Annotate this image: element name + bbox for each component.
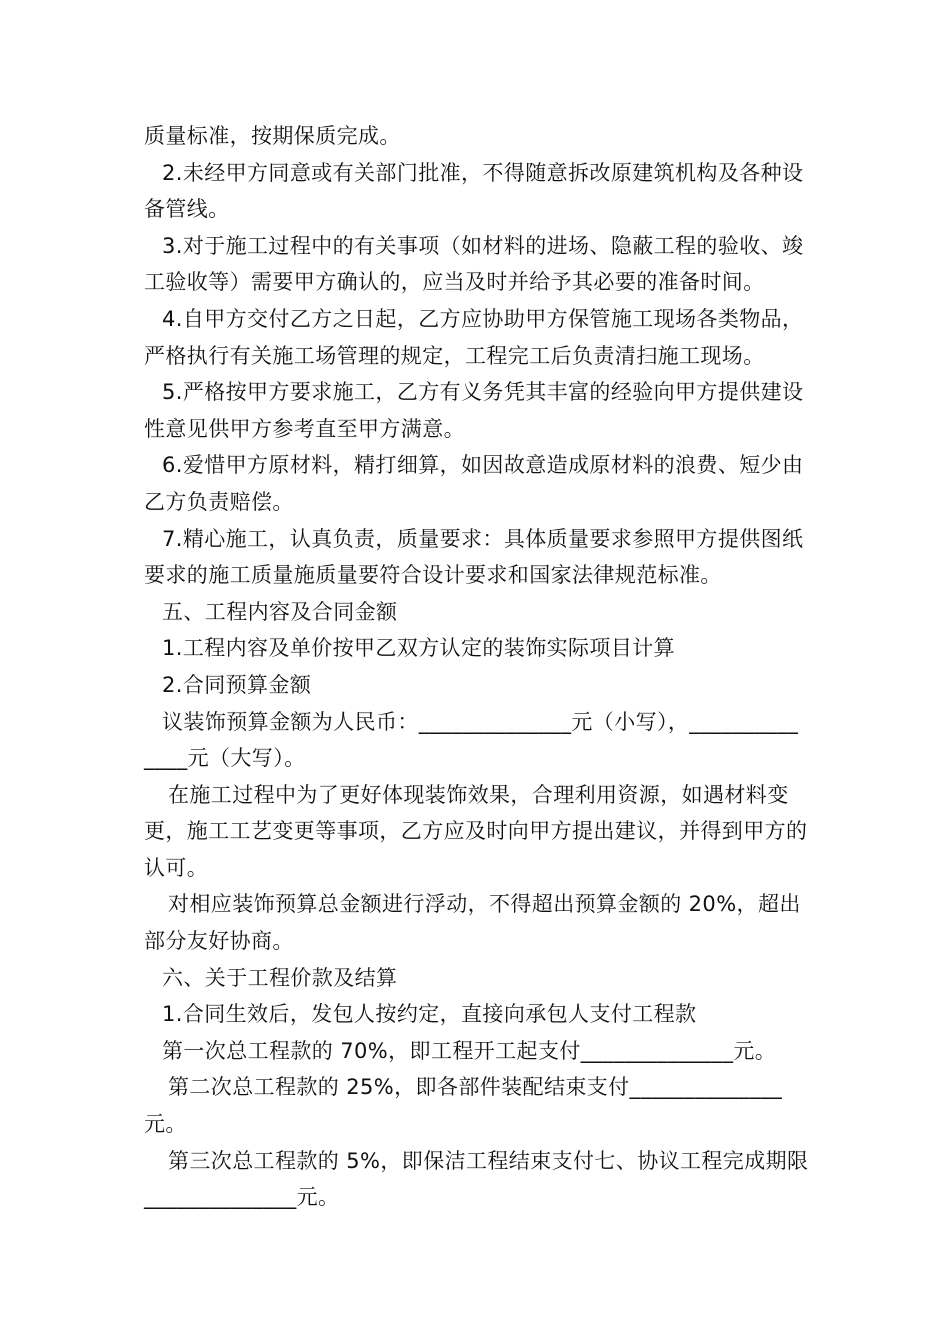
- paragraph-payment-1: 第一次总工程款的 70%，即工程开工起支付______________元。: [162, 1038, 777, 1063]
- paragraph-4: 4.自甲方交付乙方之日起，乙方应协助甲方保管施工现场各类物品，严格执行有关施工场管理的规定，工程完工后负责清扫施工现场。: [144, 306, 804, 368]
- paragraph-9: 1.工程内容及单价按甲乙双方认定的装饰实际项目计算: [162, 636, 676, 661]
- paragraph-payment-3: 第三次总工程款的 5%，即保洁工程结束支付七、协议工程完成期限______________元。: [144, 1148, 809, 1210]
- paragraph-budget-amount: 议装饰预算金额为人民币：______________元（小写），______________元（大写）。: [144, 709, 799, 771]
- section-heading-6: 六、关于工程价款及结算: [162, 965, 398, 990]
- paragraph-5: 5.严格按甲方要求施工，乙方有义务凭其丰富的经验向甲方提供建设性意见供甲方参考直至甲方满意。: [144, 380, 804, 441]
- paragraph-10: 2.合同预算金额: [162, 672, 312, 697]
- paragraph-6: 6.爱惜甲方原材料，精打细算，如因故意造成原材料的浪费、短少由乙方负责赔偿。: [144, 453, 804, 514]
- paragraph-7: 7.精心施工，认真负责，质量要求：具体质量要求参照甲方提供图纸要求的施工质量施质量要符合设计要求和国家法律规范标准。: [144, 526, 804, 588]
- paragraph-1: 质量标准，按期保质完成。: [144, 124, 401, 148]
- paragraph-12: 在施工过程中为了更好体现装饰效果，合理利用资源，如遇材料变更，施工工艺变更等事项，乙方应及时向甲方提出建议，并得到甲方的认可。: [144, 782, 808, 880]
- paragraph-2: 2.未经甲方同意或有关部门批准，不得随意拆改原建筑机构及各种设备管线。: [144, 160, 804, 222]
- paragraph-3: 3.对于施工过程中的有关事项（如材料的进场、隐蔽工程的验收、竣工验收等）需要甲方确认的，应当及时并给予其必要的准备时间。: [144, 233, 804, 295]
- paragraph-15: 1.合同生效后，发包人按约定，直接向承包人支付工程款: [162, 1002, 697, 1027]
- document-body: [144, 118, 809, 1216]
- paragraph-payment-2: 第二次总工程款的 25%，即各部件装配结束支付______________元。: [144, 1075, 783, 1137]
- paragraph-13: 对相应装饰预算总金额进行浮动，不得超出预算金额的 20%，超出部分友好协商。: [144, 892, 801, 954]
- section-heading-5: 五、工程内容及合同金额: [162, 599, 398, 624]
